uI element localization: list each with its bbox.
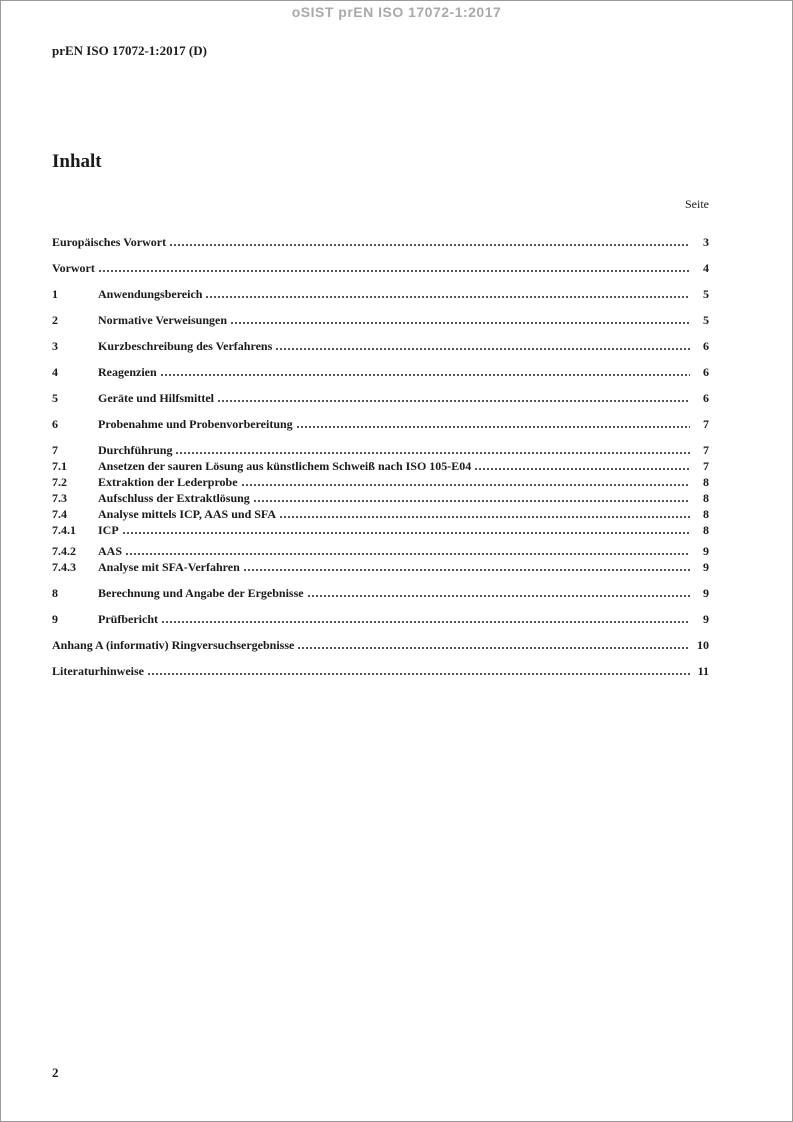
toc-entry-label: Reagenzien	[98, 365, 157, 379]
toc-dot-leader	[253, 490, 690, 506]
toc-entry-page: 8	[703, 507, 709, 521]
toc-entry-label: Analyse mittels ICP, AAS und SFA	[98, 507, 277, 521]
toc-entry-label: Prüfbericht	[98, 612, 158, 626]
toc-entry[interactable]	[52, 522, 709, 538]
toc-entry[interactable]	[52, 260, 709, 276]
toc-dot-leader	[147, 663, 690, 679]
footer-page-number: 2	[52, 1065, 59, 1080]
toc-dot-leader	[160, 364, 690, 380]
document-reference: prEN ISO 17072-1:2017 (D)	[52, 43, 207, 58]
toc-dot-leader	[161, 611, 690, 627]
toc-entry[interactable]	[52, 416, 709, 432]
toc-entry-page: 8	[703, 491, 709, 505]
toc-dot-leader	[125, 543, 690, 559]
toc-entry-label: Normative Verweisungen	[98, 313, 227, 327]
toc-entry[interactable]	[52, 234, 709, 250]
toc-entry-label: Durchführung	[98, 443, 173, 457]
toc-entry-number: 7.1	[52, 459, 67, 473]
toc-entry-number: 5	[52, 391, 58, 405]
toc-entry-number: 6	[52, 417, 58, 431]
toc-entry[interactable]	[52, 490, 709, 506]
toc-entry-page: 7	[703, 459, 709, 473]
toc-entry-number: 4	[52, 365, 58, 379]
toc-entry-label: Probenahme und Probenvorbereitung	[98, 417, 293, 431]
toc-entry[interactable]	[52, 458, 709, 474]
toc-entry-page: 8	[703, 475, 709, 489]
toc-entry-number: 7	[52, 443, 58, 457]
watermark-text: oSIST prEN ISO 17072-1:2017	[291, 4, 502, 20]
toc-entry-label: Geräte und Hilfsmittel	[98, 391, 214, 405]
toc-entry-page: 4	[703, 261, 709, 275]
toc-list	[52, 234, 709, 679]
toc-dot-leader	[279, 506, 690, 522]
toc-entry-page: 7	[703, 417, 709, 431]
toc-entry-page: 11	[697, 664, 709, 678]
toc-entry-label: Extraktion der Lederprobe	[98, 475, 238, 489]
page-column-label: Seite	[685, 197, 709, 211]
toc-entry-page: 8	[703, 523, 709, 537]
toc-entry-label: AAS	[98, 544, 123, 558]
toc-dot-leader	[275, 338, 690, 354]
toc-dot-leader	[122, 522, 690, 538]
toc-dot-leader	[169, 234, 690, 250]
toc-entry-page: 10	[697, 638, 709, 652]
toc-entry[interactable]	[52, 390, 709, 406]
toc-dot-leader	[474, 458, 690, 474]
toc-entry-number: 7.3	[52, 491, 67, 505]
toc-dot-leader	[297, 637, 690, 653]
toc-dot-leader	[241, 474, 690, 490]
toc-entry-number: 1	[52, 287, 58, 301]
toc-entry-label: Ansetzen der sauren Lösung aus künstlichem Schweiß nach ISO 105-E04	[98, 459, 472, 473]
toc-entry-number: 2	[52, 313, 58, 327]
toc-entry[interactable]	[52, 637, 709, 653]
toc-dot-leader	[175, 442, 690, 458]
toc-entry-page: 5	[703, 313, 709, 327]
toc-entry-page: 6	[703, 365, 709, 379]
toc-entry-label: Aufschluss der Extraktlösung	[98, 491, 250, 505]
toc-entry-number: 9	[52, 612, 58, 626]
toc-entry-page: 6	[703, 339, 709, 353]
toc-entry[interactable]	[52, 442, 709, 458]
toc-entry-page: 7	[703, 443, 709, 457]
toc-entry-page: 3	[703, 235, 709, 249]
toc-entry-label: Berechnung und Angabe der Ergebnisse	[98, 586, 304, 600]
toc-title: Inhalt	[52, 151, 102, 172]
toc-entry-page: 5	[703, 287, 709, 301]
toc-dot-leader	[243, 559, 690, 575]
toc-entry-label: Analyse mit SFA-Verfahren	[98, 560, 240, 574]
toc-entry-page: 9	[703, 586, 709, 600]
toc-entry-page: 9	[703, 612, 709, 626]
toc-dot-leader	[307, 585, 690, 601]
toc-entry-number: 3	[52, 339, 58, 353]
toc-dot-leader	[217, 390, 690, 406]
toc-entry-number: 7.4	[52, 507, 67, 521]
toc-entry-label: Europäisches Vorwort	[52, 235, 167, 249]
toc-entry-label: Anhang A (informativ) Ringversuchsergebnisse	[52, 638, 295, 652]
toc-entry[interactable]	[52, 286, 709, 302]
toc-entry[interactable]	[52, 506, 709, 522]
toc-entry-label: Anwendungsbereich	[98, 287, 203, 301]
toc-entry-page: 6	[703, 391, 709, 405]
toc-entry-label: Kurzbeschreibung des Verfahrens	[98, 339, 273, 353]
toc-entry[interactable]	[52, 474, 709, 490]
toc-entry-label: Vorwort	[52, 261, 95, 275]
toc-entry-number: 7.4.2	[52, 544, 76, 558]
toc-entry-number: 7.4.3	[52, 560, 76, 574]
toc-entry-number: 8	[52, 586, 58, 600]
toc-entry-label: Literaturhinweise	[52, 664, 144, 678]
toc-entry[interactable]	[52, 543, 709, 559]
toc-entry[interactable]	[52, 559, 709, 575]
toc-dot-leader	[205, 286, 690, 302]
toc-dot-leader	[98, 260, 690, 276]
toc-entry-page: 9	[703, 560, 709, 574]
toc-dot-leader	[296, 416, 690, 432]
toc-dot-leader	[230, 312, 690, 328]
toc-entry-number: 7.4.1	[52, 523, 76, 537]
toc-entry[interactable]	[52, 611, 709, 627]
toc-entry[interactable]	[52, 364, 709, 380]
toc-entry[interactable]	[52, 663, 709, 679]
toc-entry-label: ICP	[98, 523, 119, 537]
toc-entry[interactable]	[52, 338, 709, 354]
toc-entry-number: 7.2	[52, 475, 67, 489]
toc-entry-page: 9	[703, 544, 709, 558]
toc-entry[interactable]	[52, 585, 709, 601]
toc-entry[interactable]	[52, 312, 709, 328]
